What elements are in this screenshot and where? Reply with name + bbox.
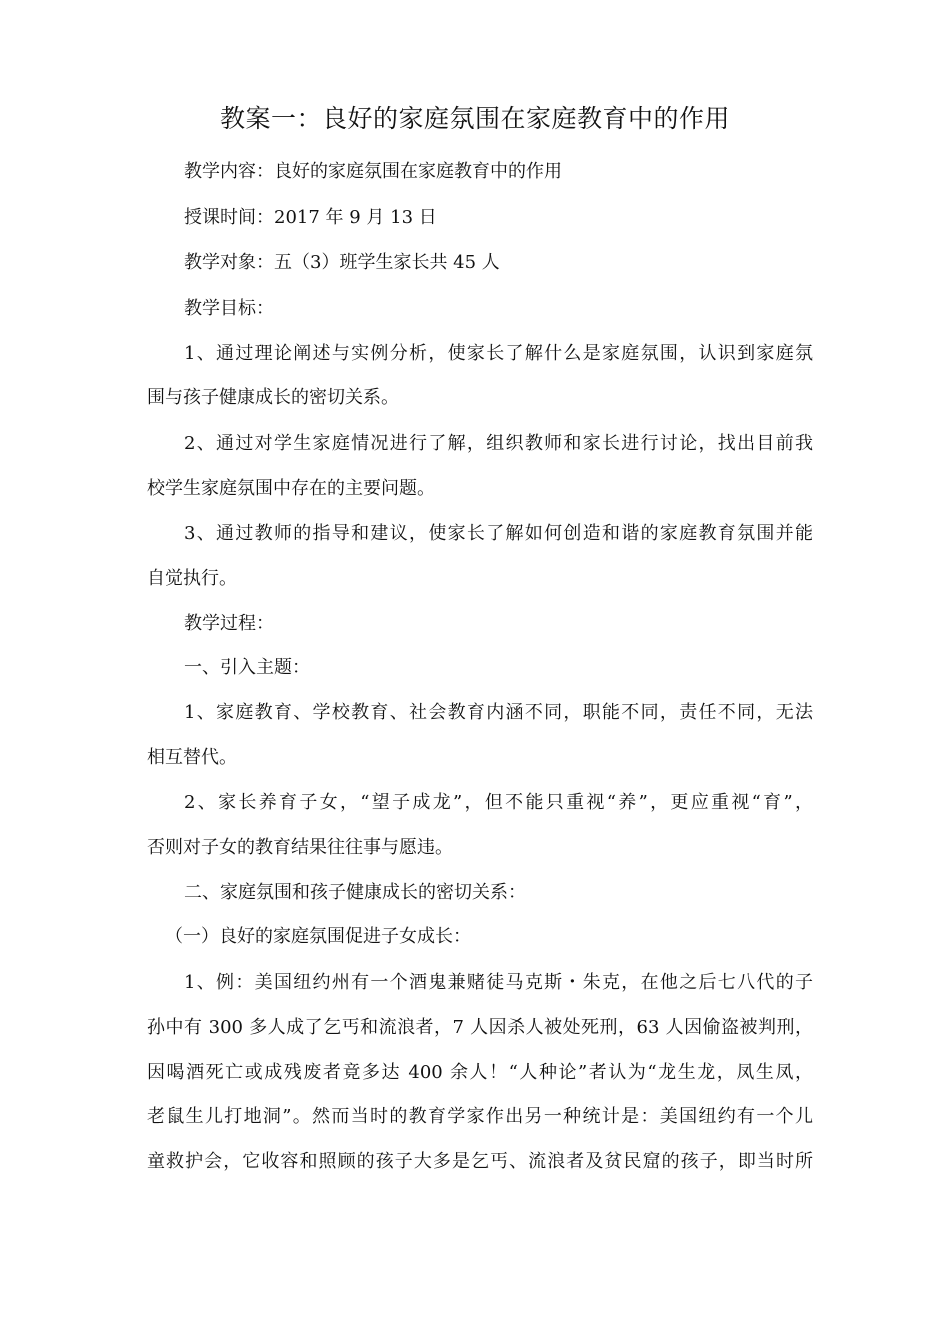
paragraph-section-1-item-1: 1、家庭教育、学校教育、社会教育内涵不同，职能不同，责任不同，无法: [184, 702, 813, 723]
paragraph-example-1-line-4: 老鼠生儿打地洞”。然而当时的教育学家作出另一种统计是：美国纽约有一个儿: [147, 1106, 813, 1127]
paragraph-section-1-item-1-cont: 相互替代。: [147, 747, 237, 768]
paragraph-section-2-heading: 二、家庭氛围和孩子健康成长的密切关系：: [184, 882, 526, 903]
paragraph-section-1-item-2-cont: 否则对子女的教育结果往往事与愿违。: [147, 837, 453, 858]
document-title: 教案一：良好的家庭氛围在家庭教育中的作用: [219, 104, 730, 133]
paragraph-subsection-1-heading: （一）良好的家庭氛围促进子女成长：: [165, 926, 471, 947]
paragraph-teaching-content: 教学内容：良好的家庭氛围在家庭教育中的作用: [184, 161, 562, 182]
paragraph-teaching-time: 授课时间：2017 年 9 月 13 日: [184, 207, 437, 228]
paragraph-example-1-line-5: 童救护会，它收容和照顾的孩子大多是乞丐、流浪者及贫民窟的孩子，即当时所: [147, 1151, 813, 1172]
paragraph-goal-2: 2、通过对学生家庭情况进行了解，组织教师和家长进行讨论，找出目前我: [184, 433, 813, 454]
paragraph-teaching-audience: 教学对象：五（3）班学生家长共 45 人: [184, 252, 500, 273]
paragraph-section-1-heading: 一、引入主题：: [184, 657, 310, 678]
paragraph-section-1-item-2: 2、家长养育子女，“望子成龙”，但不能只重视“养”，更应重视“育”，: [184, 792, 813, 813]
paragraph-example-1-line-3: 因喝酒死亡或成残废者竟多达 400 余人！“人种论”者认为“龙生龙，凤生凤，: [147, 1062, 813, 1083]
paragraph-goal-1: 1、通过理论阐述与实例分析，使家长了解什么是家庭氛围，认识到家庭氛: [184, 343, 813, 364]
paragraph-process-heading: 教学过程：: [184, 613, 274, 634]
paragraph-example-1: 1、例：美国纽约州有一个酒鬼兼赌徒马克斯・朱克，在他之后七八代的子: [184, 972, 813, 993]
paragraph-goal-3: 3、通过教师的指导和建议，使家长了解如何创造和谐的家庭教育氛围并能: [184, 523, 813, 544]
paragraph-example-1-line-2: 孙中有 300 多人成了乞丐和流浪者，7 人因杀人被处死刑，63 人因偷盗被判刑，: [147, 1017, 813, 1038]
paragraph-goal-2-cont: 校学生家庭氛围中存在的主要问题。: [147, 478, 435, 499]
paragraph-goal-3-cont: 自觉执行。: [147, 568, 237, 589]
paragraph-goal-1-cont: 围与孩子健康成长的密切关系。: [147, 387, 399, 408]
paragraph-teaching-goals-heading: 教学目标：: [184, 298, 274, 319]
